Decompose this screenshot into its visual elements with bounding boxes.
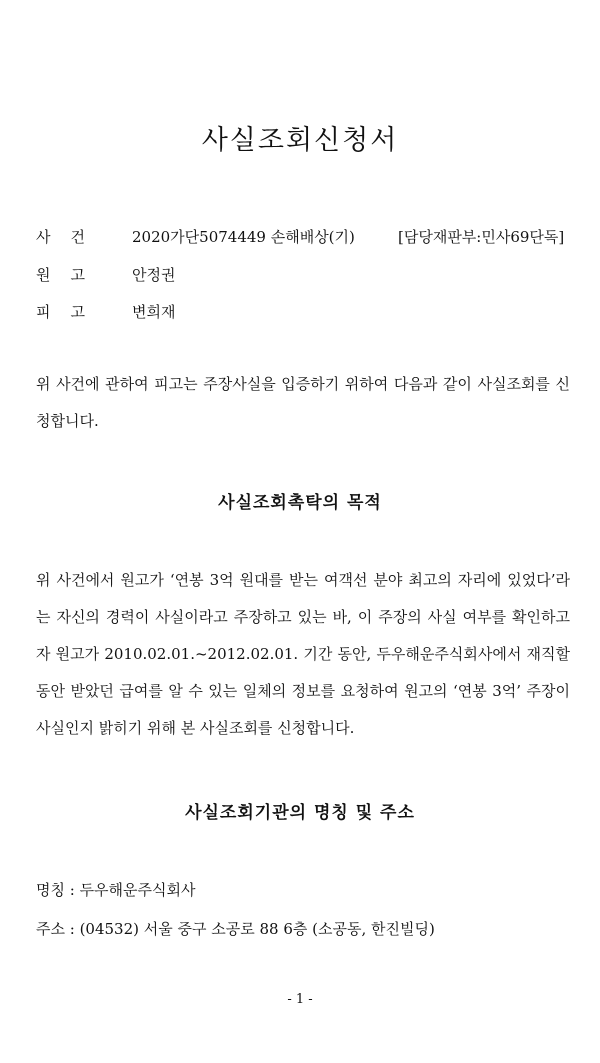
agency-address: 주소 : (04532) 서울 중구 소공로 88 6층 (소공동, 한진빌딩)	[36, 920, 435, 938]
case-label-a: 사	[36, 228, 51, 246]
defendant-name: 변희재	[132, 303, 176, 321]
intro-paragraph: 위 사건에 관하여 피고는 주장사실을 입증하기 위하여 다음과 같이 사실조회를 신청합니다.	[36, 375, 570, 430]
plaintiff-name: 안정권	[132, 266, 176, 284]
document-title: 사실조회신청서	[201, 125, 399, 156]
defendant-label-b: 고	[70, 303, 85, 321]
page-number: - 1 -	[287, 992, 313, 1007]
agency-heading: 사실조회기관의 명칭 및 주소	[185, 803, 415, 823]
court-division: [담당재판부:민사69단독]	[398, 228, 565, 246]
purpose-heading: 사실조회촉탁의 목적	[218, 493, 382, 513]
agency-name: 명칭 : 두우해운주식회사	[36, 881, 196, 899]
purpose-paragraph: 위 사건에서 원고가 ‘연봉 3억 원대를 받는 여객선 분야 최고의 자리에 있었다’라는 자신의 경력이 사실이라고 주장하고 있는 바, 이 주장의 사실 여부를 확인하고자 원고가 2010.02.01.~2012.02.01. 기간 동안, 두우해운주식회사에서 재직할 동안 받았던 급여를 알 수 있는 일체의 정보를 요청하여 원고의 ‘연봉 3억’ 주장이 사실인지 밝히기 위해 본 사실조회를 신청합니다.	[36, 571, 570, 737]
case-label-b: 건	[70, 228, 85, 246]
case-label	[36, 226, 85, 247]
defendant-label	[36, 301, 85, 322]
plaintiff-label-a: 원	[36, 266, 51, 284]
case-number: 2020가단5074449 손해배상(기)	[132, 228, 355, 246]
defendant-label-a: 피	[36, 303, 51, 321]
plaintiff-label	[36, 264, 85, 285]
plaintiff-label-b: 고	[70, 266, 85, 284]
